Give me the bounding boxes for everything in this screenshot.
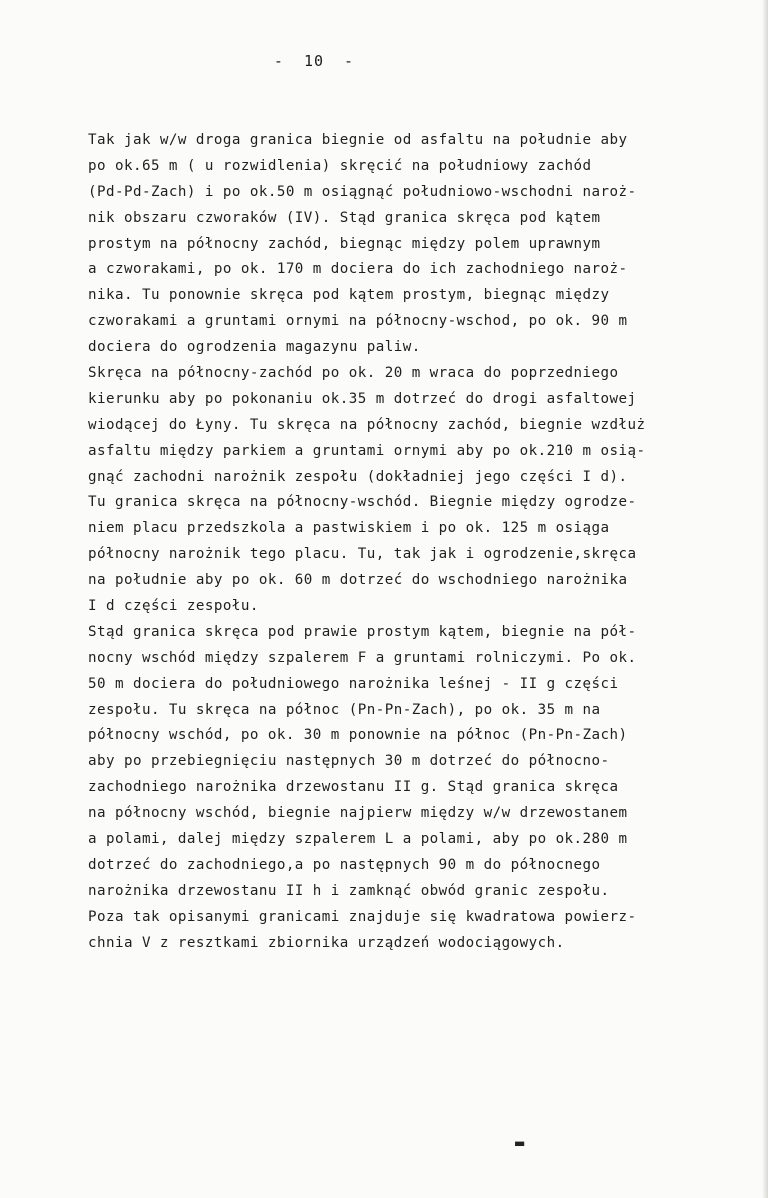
text-line: a czworakami, po ok. 170 m dociera do ich zachodniego naroż- [88, 261, 628, 278]
text-line: na północny wschód, biegnie najpierw między w/w drzewostanem [88, 805, 628, 822]
text-line: chnia V z resztkami zbiornika urządzeń wodociągowych. [88, 934, 565, 951]
page-edge-shadow [762, 0, 768, 1198]
text-line: Skręca na północny-zachód po ok. 20 m wraca do poprzedniego [88, 365, 619, 382]
text-line: 50 m dociera do południowego narożnika leśnej - II g części [88, 675, 619, 692]
text-line: asfaltu między parkiem a gruntami ornymi aby po ok.210 m osią- [88, 442, 646, 459]
text-line: I d części zespołu. [88, 598, 259, 615]
text-line: kierunku aby po pokonaniu ok.35 m dotrzeć do drogi asfaltowej [88, 390, 637, 407]
text-line: na południe aby po ok. 60 m dotrzeć do wschodniego narożnika [88, 572, 628, 589]
text-line: prostym na północny zachód, biegnąc między polem uprawnym [88, 235, 601, 252]
text-line: Poza tak opisanymi granicami znajduje się kwadratowa powierz- [88, 908, 637, 925]
text-line: aby po przebiegnięciu następnych 30 m dotrzeć do północno- [88, 753, 610, 770]
page-number: - 10 - [273, 52, 355, 70]
text-line: po ok.65 m ( u rozwidlenia) skręcić na południowy zachód [88, 157, 592, 174]
text-line: gnąć zachodni narożnik zespołu (dokładniej jego części I d). [88, 468, 628, 485]
text-line: Tu granica skręca na północny-wschód. Biegnie między ogrodze- [88, 494, 637, 511]
body-text [88, 128, 738, 957]
text-line: (Pd-Pd-Zach) i po ok.50 m osiągnąć południowo-wschodni naroż- [88, 183, 637, 200]
text-line: a polami, dalej między szpalerem L a polami, aby po ok.280 m [88, 831, 628, 848]
text-line: dotrzeć do zachodniego,a po następnych 90 m do północnego [88, 856, 601, 873]
text-line: nika. Tu ponownie skręca pod kątem prostym, biegnąc między [88, 287, 610, 304]
text-line: dociera do ogrodzenia magazynu paliw. [88, 339, 421, 356]
text-line: Stąd granica skręca pod prawie prostym kątem, biegnie na pół- [88, 623, 637, 640]
text-line: północny narożnik tego placu. Tu, tak jak i ogrodzenie,skręca [88, 546, 637, 563]
footer-mark: ▬ [514, 1136, 526, 1150]
text-line: wiodącej do Łyny. Tu skręca na północny zachód, biegnie wzdłuż [88, 416, 646, 433]
text-line: nocny wschód między szpalerem F a gruntami rolniczymi. Po ok. [88, 649, 637, 666]
text-line: nik obszaru czworaków (IV). Stąd granica skręca pod kątem [88, 209, 601, 226]
text-line: niem placu przedszkola a pastwiskiem i po ok. 125 m osiąga [88, 520, 610, 537]
text-line: północny wschód, po ok. 30 m ponownie na północ (Pn-Pn-Zach) [88, 727, 628, 744]
text-line: zespołu. Tu skręca na północ (Pn-Pn-Zach), po ok. 35 m na [88, 701, 601, 718]
text-line: zachodniego narożnika drzewostanu II g. Stąd granica skręca [88, 779, 619, 796]
text-line: czworakami a gruntami ornymi na północny-wschod, po ok. 90 m [88, 313, 628, 330]
text-line: narożnika drzewostanu II h i zamknąć obwód granic zespołu. [88, 882, 610, 899]
text-line: Tak jak w/w droga granica biegnie od asfaltu na południe aby [88, 132, 628, 148]
